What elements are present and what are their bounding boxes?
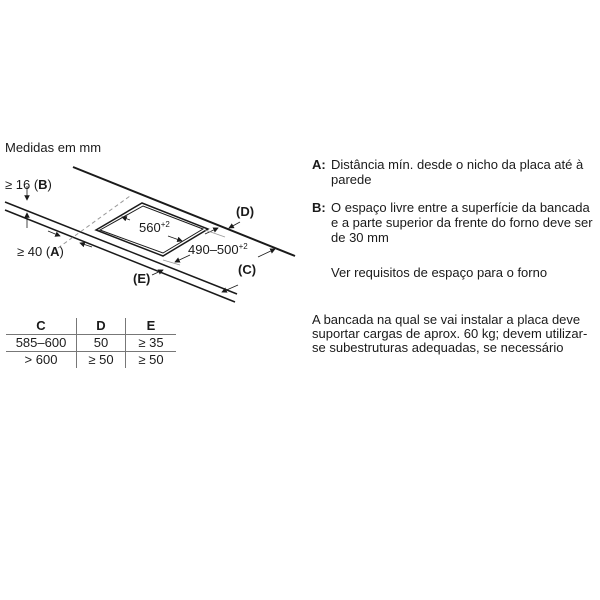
table-cell: > 600 [6,352,77,369]
table-header-d: D [77,318,126,335]
table-cell: 50 [77,335,126,352]
note-a [312,157,597,187]
label-depth: $490-500^{+2}$ [188,242,248,257]
note-text: O espaço livre entre a superfície da bancada e a parte superior da frente do forno deve ser de 30 mm [331,200,593,245]
table-header-c: C [6,318,77,335]
label-d: (D) [236,204,255,219]
table-cell: ≥ 50 [77,352,126,369]
note-text: Distância mín. desde o nicho da placa até à parede [331,157,584,187]
note-key: B: [312,200,326,215]
label-width: $560^{+2}$ [139,220,170,235]
label-b: ≥ 16 (B) [5,177,52,192]
table-cell: ≥ 35 [126,335,177,352]
clearance-table [6,318,176,368]
see-oven-note: Ver requisitos de espaço para o forno [331,265,548,280]
diagram-title: Medidas em mm [5,140,102,155]
table-row [6,352,176,369]
note-b [312,200,597,245]
table-cell: ≥ 50 [138,352,164,367]
table-header-e: E [126,318,177,335]
table-cell: 585–600 [6,335,77,352]
notes-panel [312,157,597,280]
label-a: ≥ 40 (A) [17,244,64,259]
note-key: A: [312,157,326,172]
label-e: (E) [133,271,151,286]
load-note: A bancada na qual se vai instalar a placa deve suportar cargas de aprox. 60 kg; devem utilizar-se subestruturas adequadas, se necessário [312,312,588,355]
label-c: (C) [238,262,257,277]
table-header-row [6,318,176,335]
table-row [6,335,176,352]
